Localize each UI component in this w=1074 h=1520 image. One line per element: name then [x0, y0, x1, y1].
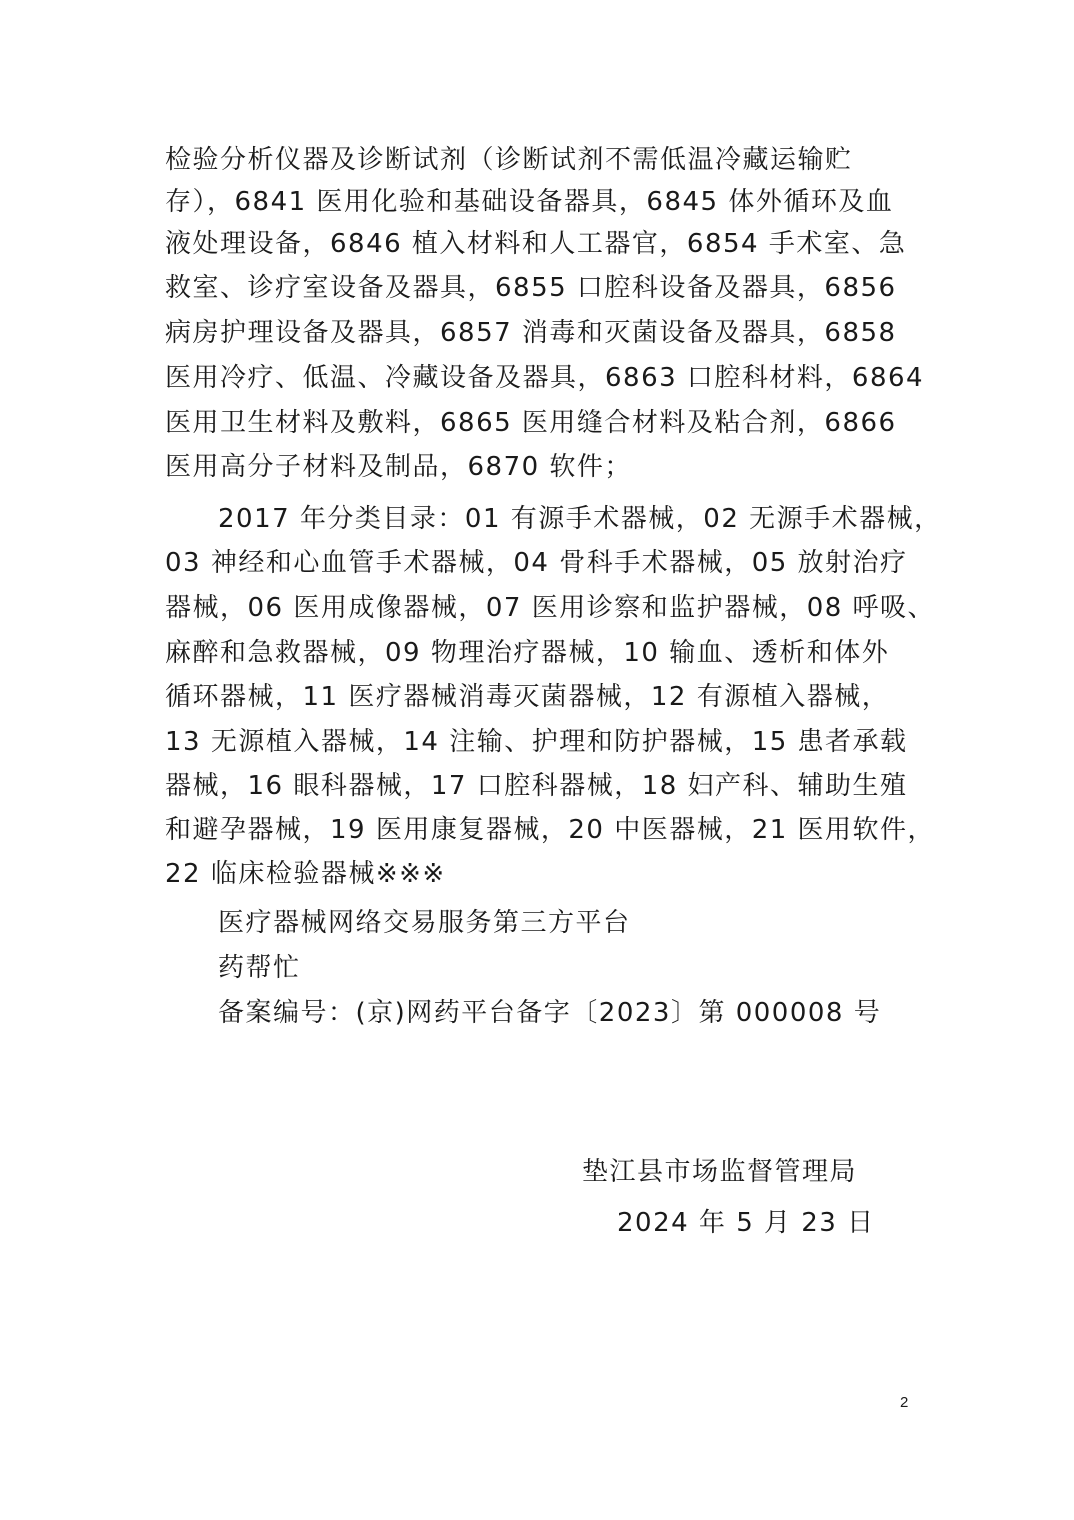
text-line: 检验分析仪器及诊断试剂（诊断试剂不需低温冷藏运输贮: [165, 145, 853, 175]
platform-record-number: 备案编号：(京)网药平台备字〔2023〕第 000008 号: [218, 998, 882, 1028]
text-line: 医用冷疗、低温、冷藏设备及器具，6863 口腔科材料，6864: [165, 363, 925, 393]
page-number: 2: [900, 1394, 909, 1411]
issuing-authority: 垫江县市场监督管理局: [582, 1157, 858, 1187]
text-line: 循环器械，11 医疗器械消毒灭菌器械，12 有源植入器械，: [165, 682, 890, 712]
text-line: 22 临床检验器械※※※: [165, 859, 446, 889]
text-line: 和避孕器械，19 医用康复器械，20 中医器械，21 医用软件，: [165, 815, 936, 845]
text-line: 03 神经和心血管手术器械，04 骨科手术器械，05 放射治疗: [165, 548, 908, 578]
text-line: 2017 年分类目录：01 有源手术器械，02 无源手术器械，: [218, 504, 942, 534]
issue-date: 2024 年 5 月 23 日: [617, 1208, 875, 1238]
platform-type: 医疗器械网络交易服务第三方平台: [218, 908, 631, 938]
text-line: 麻醉和急救器械，09 物理治疗器械，10 输血、透析和体外: [165, 638, 890, 668]
text-line: 器械，16 眼科器械，17 口腔科器械，18 妇产科、辅助生殖: [165, 771, 908, 801]
text-line: 13 无源植入器械，14 注输、护理和防护器械，15 患者承载: [165, 727, 908, 757]
platform-name: 药帮忙: [218, 953, 301, 983]
text-line: 病房护理设备及器具，6857 消毒和灭菌设备及器具，6858: [165, 318, 897, 348]
text-line: 医用卫生材料及敷料，6865 医用缝合材料及粘合剂，6866: [165, 408, 897, 438]
text-line: 医用高分子材料及制品，6870 软件；: [165, 452, 632, 482]
text-line: 液处理设备，6846 植入材料和人工器官，6854 手术室、急: [165, 229, 907, 259]
text-line: 存），6841 医用化验和基础设备器具，6845 体外循环及血: [165, 187, 894, 217]
text-line: 救室、诊疗室设备及器具，6855 口腔科设备及器具，6856: [165, 273, 897, 303]
text-line: 器械，06 医用成像器械，07 医用诊察和监护器械，08 呼吸、: [165, 593, 936, 623]
